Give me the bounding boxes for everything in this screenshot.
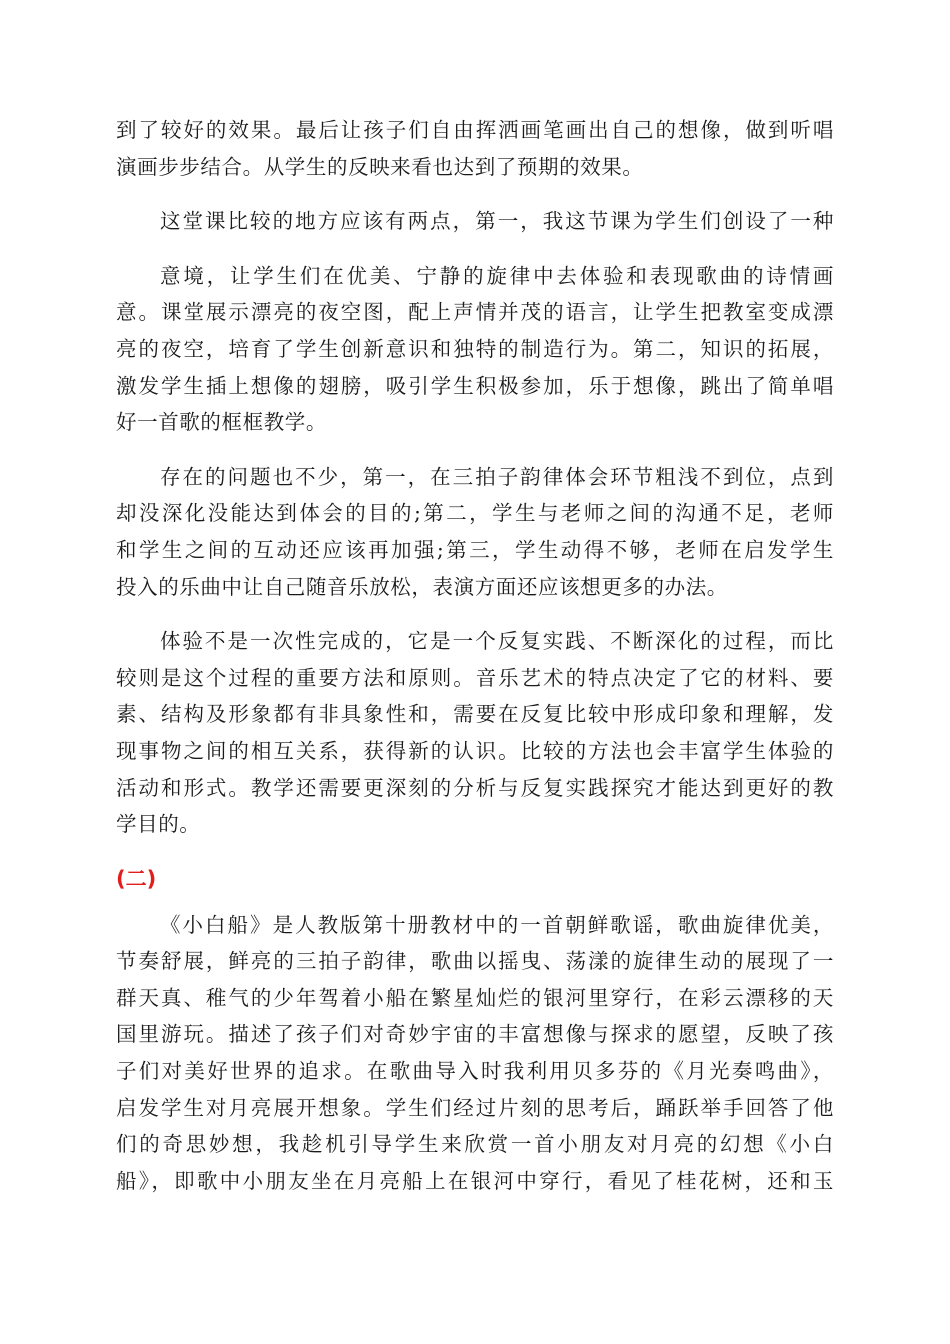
text-line: 激发学生插上想像的翅膀，吸引学生积极参加，乐于想像，跳出了简单唱: [116, 373, 834, 398]
text-line: 亮的夜空，培育了学生创新意识和独特的制造行为。第二，知识的拓展，: [116, 336, 834, 361]
text-line: 现事物之间的相互关系，获得新的认识。比较的方法也会丰富学生体验的: [116, 738, 834, 763]
text-line: 启发学生对月亮展开想象。学生们经过片刻的思考后，踊跃举手回答了他: [116, 1095, 834, 1120]
section-heading: (二): [116, 866, 157, 891]
section-paragraph: [116, 907, 834, 1200]
text-line: 意。课堂展示漂亮的夜空图，配上声情并茂的语言，让学生把教室变成漂: [116, 300, 834, 325]
text-line: 这堂课比较的地方应该有两点，第一，我这节课为学生们创设了一种: [160, 209, 834, 234]
text-line: 子们对美好世界的追求。在歌曲导入时我利用贝多芬的《月光奏鸣曲》，: [116, 1059, 834, 1084]
text-line: 国里游玩。描述了孩子们对奇妙宇宙的丰富想像与探求的愿望，反映了孩: [116, 1022, 834, 1047]
paragraph-1: [116, 112, 834, 185]
text-line: 演画步步结合。从学生的反映来看也达到了预期的效果。: [116, 154, 644, 179]
text-line: 们的奇思妙想，我趁机引导学生来欣赏一首小朋友对月亮的幻想《小白: [116, 1132, 834, 1157]
text-line: 较则是这个过程的重要方法和原则。音乐艺术的特点决定了它的材料、要: [116, 665, 834, 690]
text-line: 《小白船》是人教版第十册教材中的一首朝鲜歌谣，歌曲旋律优美，: [160, 912, 834, 937]
text-line: 活动和形式。教学还需要更深刻的分析与反复实践探究才能达到更好的教: [116, 775, 834, 800]
text-line: 群天真、稚气的少年驾着小船在繁星灿烂的银河里穿行，在彩云漂移的天: [116, 985, 834, 1010]
paragraph-4: [116, 459, 834, 605]
document-body: [116, 112, 834, 1217]
text-line: 却没深化没能达到体会的目的;第二，学生与老师之间的沟通不足，老师: [116, 501, 834, 526]
paragraph-5: [116, 623, 834, 843]
text-line: 学目的。: [116, 812, 201, 837]
text-line: 素、结构及形象都有非具象性和，需要在反复比较中形成印象和理解，发: [116, 702, 834, 727]
paragraph-3: [116, 258, 834, 441]
text-line: 船》，即歌中小朋友坐在月亮船上在银河中穿行，看见了桂花树，还和玉: [116, 1168, 834, 1193]
text-line: 和学生之间的互动还应该再加强;第三，学生动得不够，老师在启发学生: [116, 537, 834, 562]
paragraph-2: [116, 203, 834, 240]
text-line: 节奏舒展，鲜亮的三拍子韵律，歌曲以摇曳、荡漾的旋律生动的展现了一: [116, 949, 834, 974]
text-line: 好一首歌的框框教学。: [116, 410, 327, 435]
text-line: 体验不是一次性完成的，它是一个反复实践、不断深化的过程，而比: [160, 629, 834, 654]
text-line: 意境，让学生们在优美、宁静的旋律中去体验和表现歌曲的诗情画: [160, 263, 834, 288]
text-line: 存在的问题也不少，第一，在三拍子韵律体会环节粗浅不到位，点到: [160, 464, 834, 489]
text-line: 投入的乐曲中让自己随音乐放松，表演方面还应该想更多的办法。: [116, 574, 728, 599]
text-line: 到了较好的效果。最后让孩子们自由挥洒画笔画出自己的想像，做到听唱: [116, 118, 834, 142]
